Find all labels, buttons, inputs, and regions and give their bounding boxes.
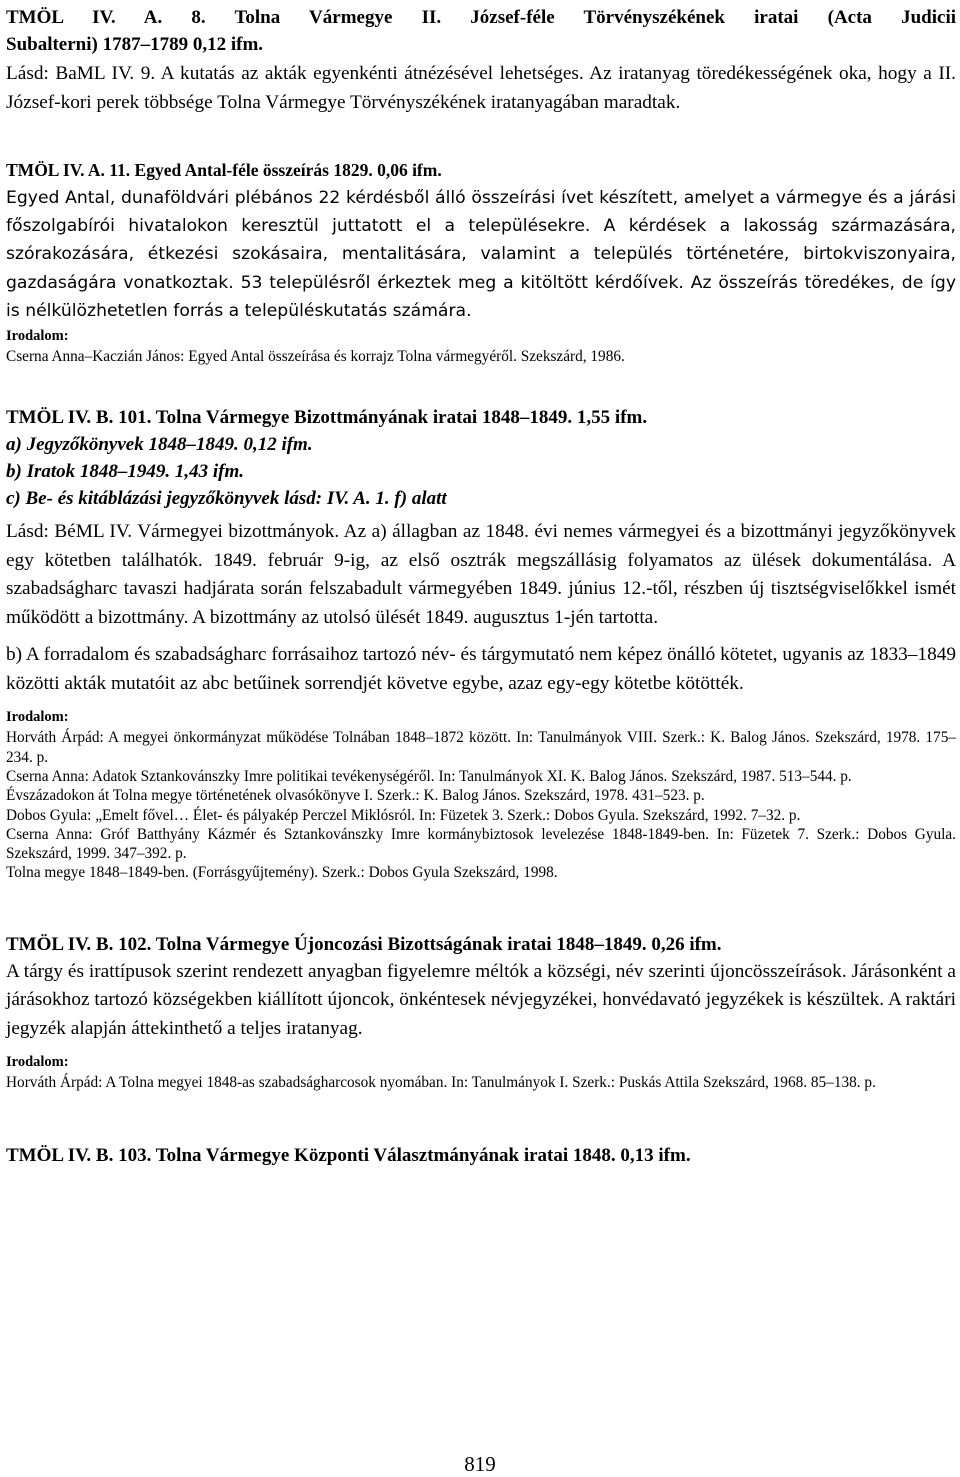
- section-iv-b-102: [6, 931, 956, 1093]
- literature-label: Irodalom:: [6, 328, 69, 345]
- literature-item: Dobos Gyula: „Emelt fővel… Élet- és pályakép Perczel Miklósról. In: Füzetek 3. Szerk.: Dobos Gyula. Szekszárd, 1992. 7–32. p.: [6, 806, 801, 824]
- section-iv-b-103: [6, 1142, 956, 1169]
- literature-label: Irodalom:: [6, 709, 69, 726]
- paragraph: Lásd: BéML IV. Vármegyei bizottmányok. Az a) állagban az 1848. évi nemes vármegyei és a bizottmányi jegyzőkönyvek egy kötetben találhatók. 1849. február 9-ig, az első osztrák megszállásig folyamatos az ülések dokumentálása. A szabadságharc tavaszi hadjárata során felszabadult vármegyében 1849. június 12.-től, részben új tisztségviselőkkel ismét működött a bizottmány. A bizottmány az utolsó ülését 1849. augusztus 1-jén tartotta.: [6, 521, 956, 628]
- literature-item: Cserna Anna: Gróf Batthyány Kázmér és Sztankovánszky Imre kormánybiztosok levelezése 1848-1849-ben. In: Füzetek 7. Szerk.: Dobos Gyula. Szekszárd, 1999. 347–392. p.: [6, 825, 956, 863]
- paragraph: b) A forradalom és szabadságharc forrásaihoz tartozó név- és tárgymutató nem képez önálló kötetet, ugyanis az 1833–1849 közötti akták mutatóit az abc betűinek sorrendjét követve egybe, azaz egy-egy kötetbe kötötték.: [6, 644, 956, 694]
- section-title: TMÖL IV. A. 11. Egyed Antal-féle összeírás 1829. 0,06 ifm.: [6, 160, 442, 180]
- literature-item: Horváth Árpád: A Tolna megyei 1848-as szabadságharcosok nyomában. In: Tanulmányok I. Szerk.: Puskás Attila Szekszárd, 1968. 85–138. p.: [6, 1074, 876, 1092]
- document-page: [6, 4, 956, 1169]
- section-title: TMÖL IV. B. 102. Tolna Vármegye Újoncozási Bizottságának iratai 1848–1849. 0,26 ifm.: [6, 933, 722, 955]
- literature-item: Cserna Anna: Adatok Sztankovánszky Imre politikai tevékenységéről. In: Tanulmányok XI. K. Balog János. Szekszárd, 1987. 513–544. p.: [6, 767, 852, 785]
- section-title: TMÖL IV. B. 101. Tolna Vármegye Bizottmányának iratai 1848–1849. 1,55 ifm.: [6, 407, 648, 429]
- subseries-c: c) Be- és kitáblázási jegyzőkönyvek lásd: IV. A. 1. f) alatt: [6, 488, 447, 510]
- page-number: 819: [464, 1452, 496, 1476]
- literature-item: Tolna megye 1848–1849-ben. (Forrásgyűjtemény). Szerk.: Dobos Gyula Szekszárd, 1998.: [6, 864, 558, 882]
- subseries-b: b) Iratok 1848–1949. 1,43 ifm.: [6, 461, 245, 483]
- section-iv-a-11: [6, 157, 956, 366]
- subseries-a: a) Jegyzőkönyvek 1848–1849. 0,12 ifm.: [6, 434, 313, 456]
- literature-item: Cserna Anna–Kaczián János: Egyed Antal összeírása és korrajz Tolna vármegyéről. Szekszárd, 1986.: [6, 348, 625, 366]
- section-title-continued: Subalterni) 1787–1789 0,12 ifm.: [6, 34, 264, 55]
- paragraph: Egyed Antal, dunaföldvári plébános 22 kérdésből álló összeírási ívet készített, amelyet a vármegye és a járási főszolgabírói hivatalokon keresztül juttatott el a településekre. A kérdések a lakosság származására, szórakozására, étkezési szokásaira, mentalitására, valamint a település történetére, birtokviszonyaira, gazdaságára vonatkoztak. 53 településről érkeztek meg a kitöltött kérdőívek. Az összeírás töredékes, de így is nélkülözhetetlen forrás a településkutatás számára.: [6, 188, 956, 321]
- literature-label: Irodalom:: [6, 1054, 69, 1071]
- section-iv-b-101: [6, 404, 956, 882]
- literature-item: Horváth Árpád: A megyei önkormányzat működése Tolnában 1848–1872 között. In: Tanulmányok VIII. Szerk.: K. Balog János. Szekszárd, 1978. 175–234. p.: [6, 729, 956, 766]
- literature-item: Évszázadokon át Tolna megye történetének olvasókönyve I. Szerk.: K. Balog János. Szekszárd, 1978. 431–523. p.: [6, 787, 705, 805]
- section-iv-a-8: [6, 4, 956, 117]
- section-title: TMÖL IV. A. 8. Tolna Vármegye II. József-féle Törvényszékének iratai (Acta Judicii: [6, 7, 956, 28]
- section-title: TMÖL IV. B. 103. Tolna Vármegye Központi Választmányának iratai 1848. 0,13 ifm.: [6, 1145, 691, 1167]
- paragraph: Lásd: BaML IV. 9. A kutatás az akták egyenkénti átnézésével lehetséges. Az iratanyag töredékességének oka, hogy a II. József-kori perek többsége Tolna Vármegye Törvényszékének iratanyagában maradtak.: [6, 63, 956, 113]
- paragraph: A tárgy és irattípusok szerint rendezett anyagban figyelemre méltók a községi, név szerinti újoncösszeírások. Járásonként a járásokhoz tartozó községekben kiállított újoncok, önkéntesek névjegyzékei, honvédavató jegyzékek is készültek. A raktári jegyzék alapján áttekinthető a teljes iratanyag.: [6, 960, 956, 1039]
